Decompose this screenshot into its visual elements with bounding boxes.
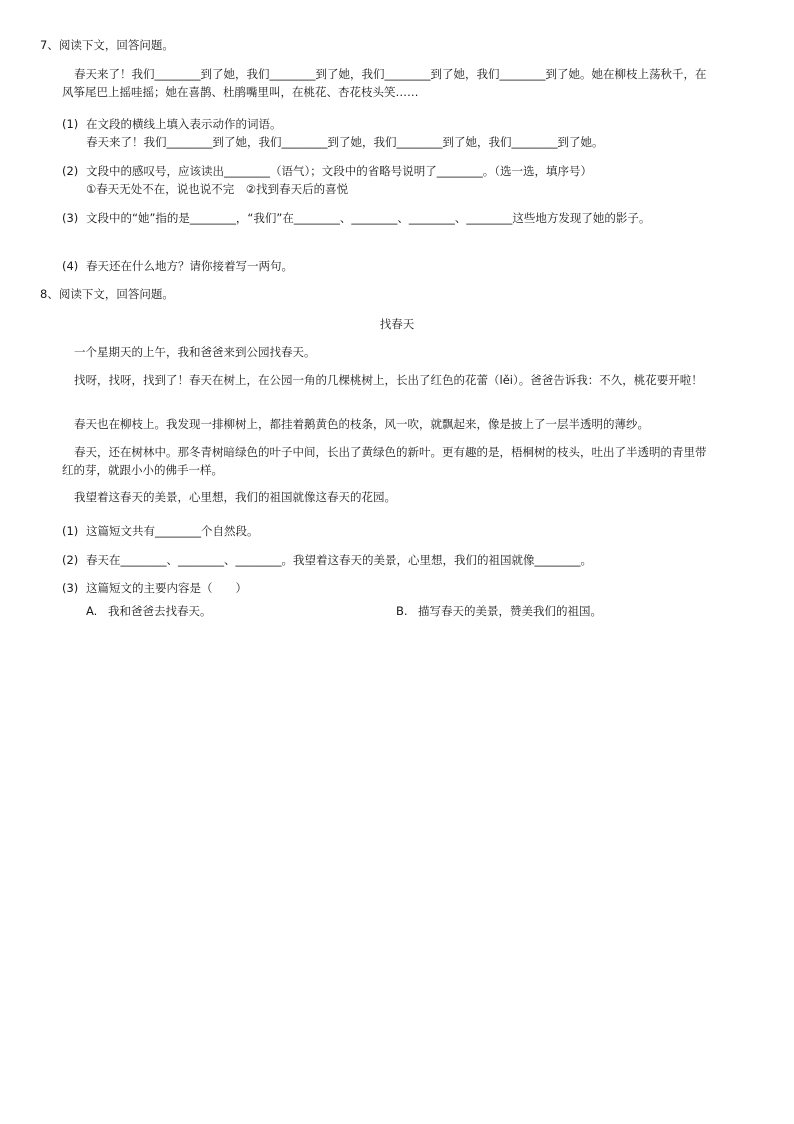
sub-text: 这篇短文共有________个自然段。 [86,524,259,538]
passage-paragraph-3: 春天也在柳枝上。我发现一排柳树上，都挂着鹅黄色的枝条，风一吹，就飘起来，像是披上了一层半透明的薄纱。 [74,417,649,431]
question-7-sub-1 [62,116,722,152]
sub-number: (3) [62,211,79,225]
sub-text: 春天在________、________、________。我望着这春天的美景，心里想，我们的祖国就像________。 [86,553,592,567]
question-7-header: 7、阅读下文，回答问题。 [40,38,174,52]
question-7-passage: 春天来了！我们________到了她，我们________到了她，我们________到了她，我们________到了她。她在柳枝上荡秋千，在风筝尾巴上摇哇摇；她在喜鹊、杜鹃嘴里叫，在桃花、杏花枝头笑…… [62,67,707,99]
option-text: 描写春天的美景，赞美我们的祖国。 [418,604,602,618]
sub-number: (2) [62,164,79,178]
option-letter: A. [86,604,98,618]
sub-text: 文段中的“她”指的是________，“我们”在________、________、________、________这些地方发现了她的影子。 [86,211,651,225]
question-8-sub-1 [62,523,722,541]
passage-paragraph-4: 春天，还在树林中。那冬青树暗绿色的叶子中间，长出了黄绿色的新叶。更有趣的是，梧桐树的枝头，吐出了半透明的青里带红的芽，就跟小小的佛手一样。 [62,445,707,477]
option-text: 我和爸爸去找春天。 [108,604,212,618]
sub-text: 这篇短文的主要内容是（ ） [86,581,247,595]
passage-paragraph-5: 我望着这春天的美景，心里想，我们的祖国就像这春天的花园。 [74,490,396,504]
option-a [86,603,212,621]
sub-number: (1) [62,524,79,538]
passage-paragraph-1: 一个星期天的上午，我和爸爸来到公园找春天。 [74,345,316,359]
sub-number: (1) [62,117,79,131]
sub-text: 文段中的感叹号，应该读出________（语气）；文段中的省略号说明了________。（选一选，填序号） [86,164,592,178]
option-b [396,603,602,621]
sub-text: 春天还在什么地方？请你接着写一两句。 [86,259,293,273]
question-7-sub-3 [62,210,722,228]
sub-text-line-2: 春天来了！我们________到了她，我们________到了她，我们________到了她，我们________到了她。 [86,134,604,149]
passage-title: 找春天 [379,317,415,331]
question-8-header: 8、阅读下文，回答问题。 [40,287,174,301]
sub-options-line: ①春天无处不在，说也说不完 ②找到春天后的喜悦 [86,181,349,196]
question-8-sub-2 [62,552,722,570]
question-7-sub-4 [62,258,722,276]
question-7-sub-2 [62,163,722,199]
passage-paragraph-2: 找呀，找呀，找到了！春天在树上，在公园一角的几棵桃树上，长出了红色的花蕾（lěi）。爸爸告诉我：不久，桃花要开啦！ [74,373,703,387]
sub-text: 在文段的横线上填入表示动作的词语。 [86,117,282,131]
sub-number: (2) [62,553,79,567]
question-8-sub-3 [62,580,722,598]
sub-number: (4) [62,259,79,273]
sub-number: (3) [62,581,79,595]
option-letter: B. [396,604,408,618]
